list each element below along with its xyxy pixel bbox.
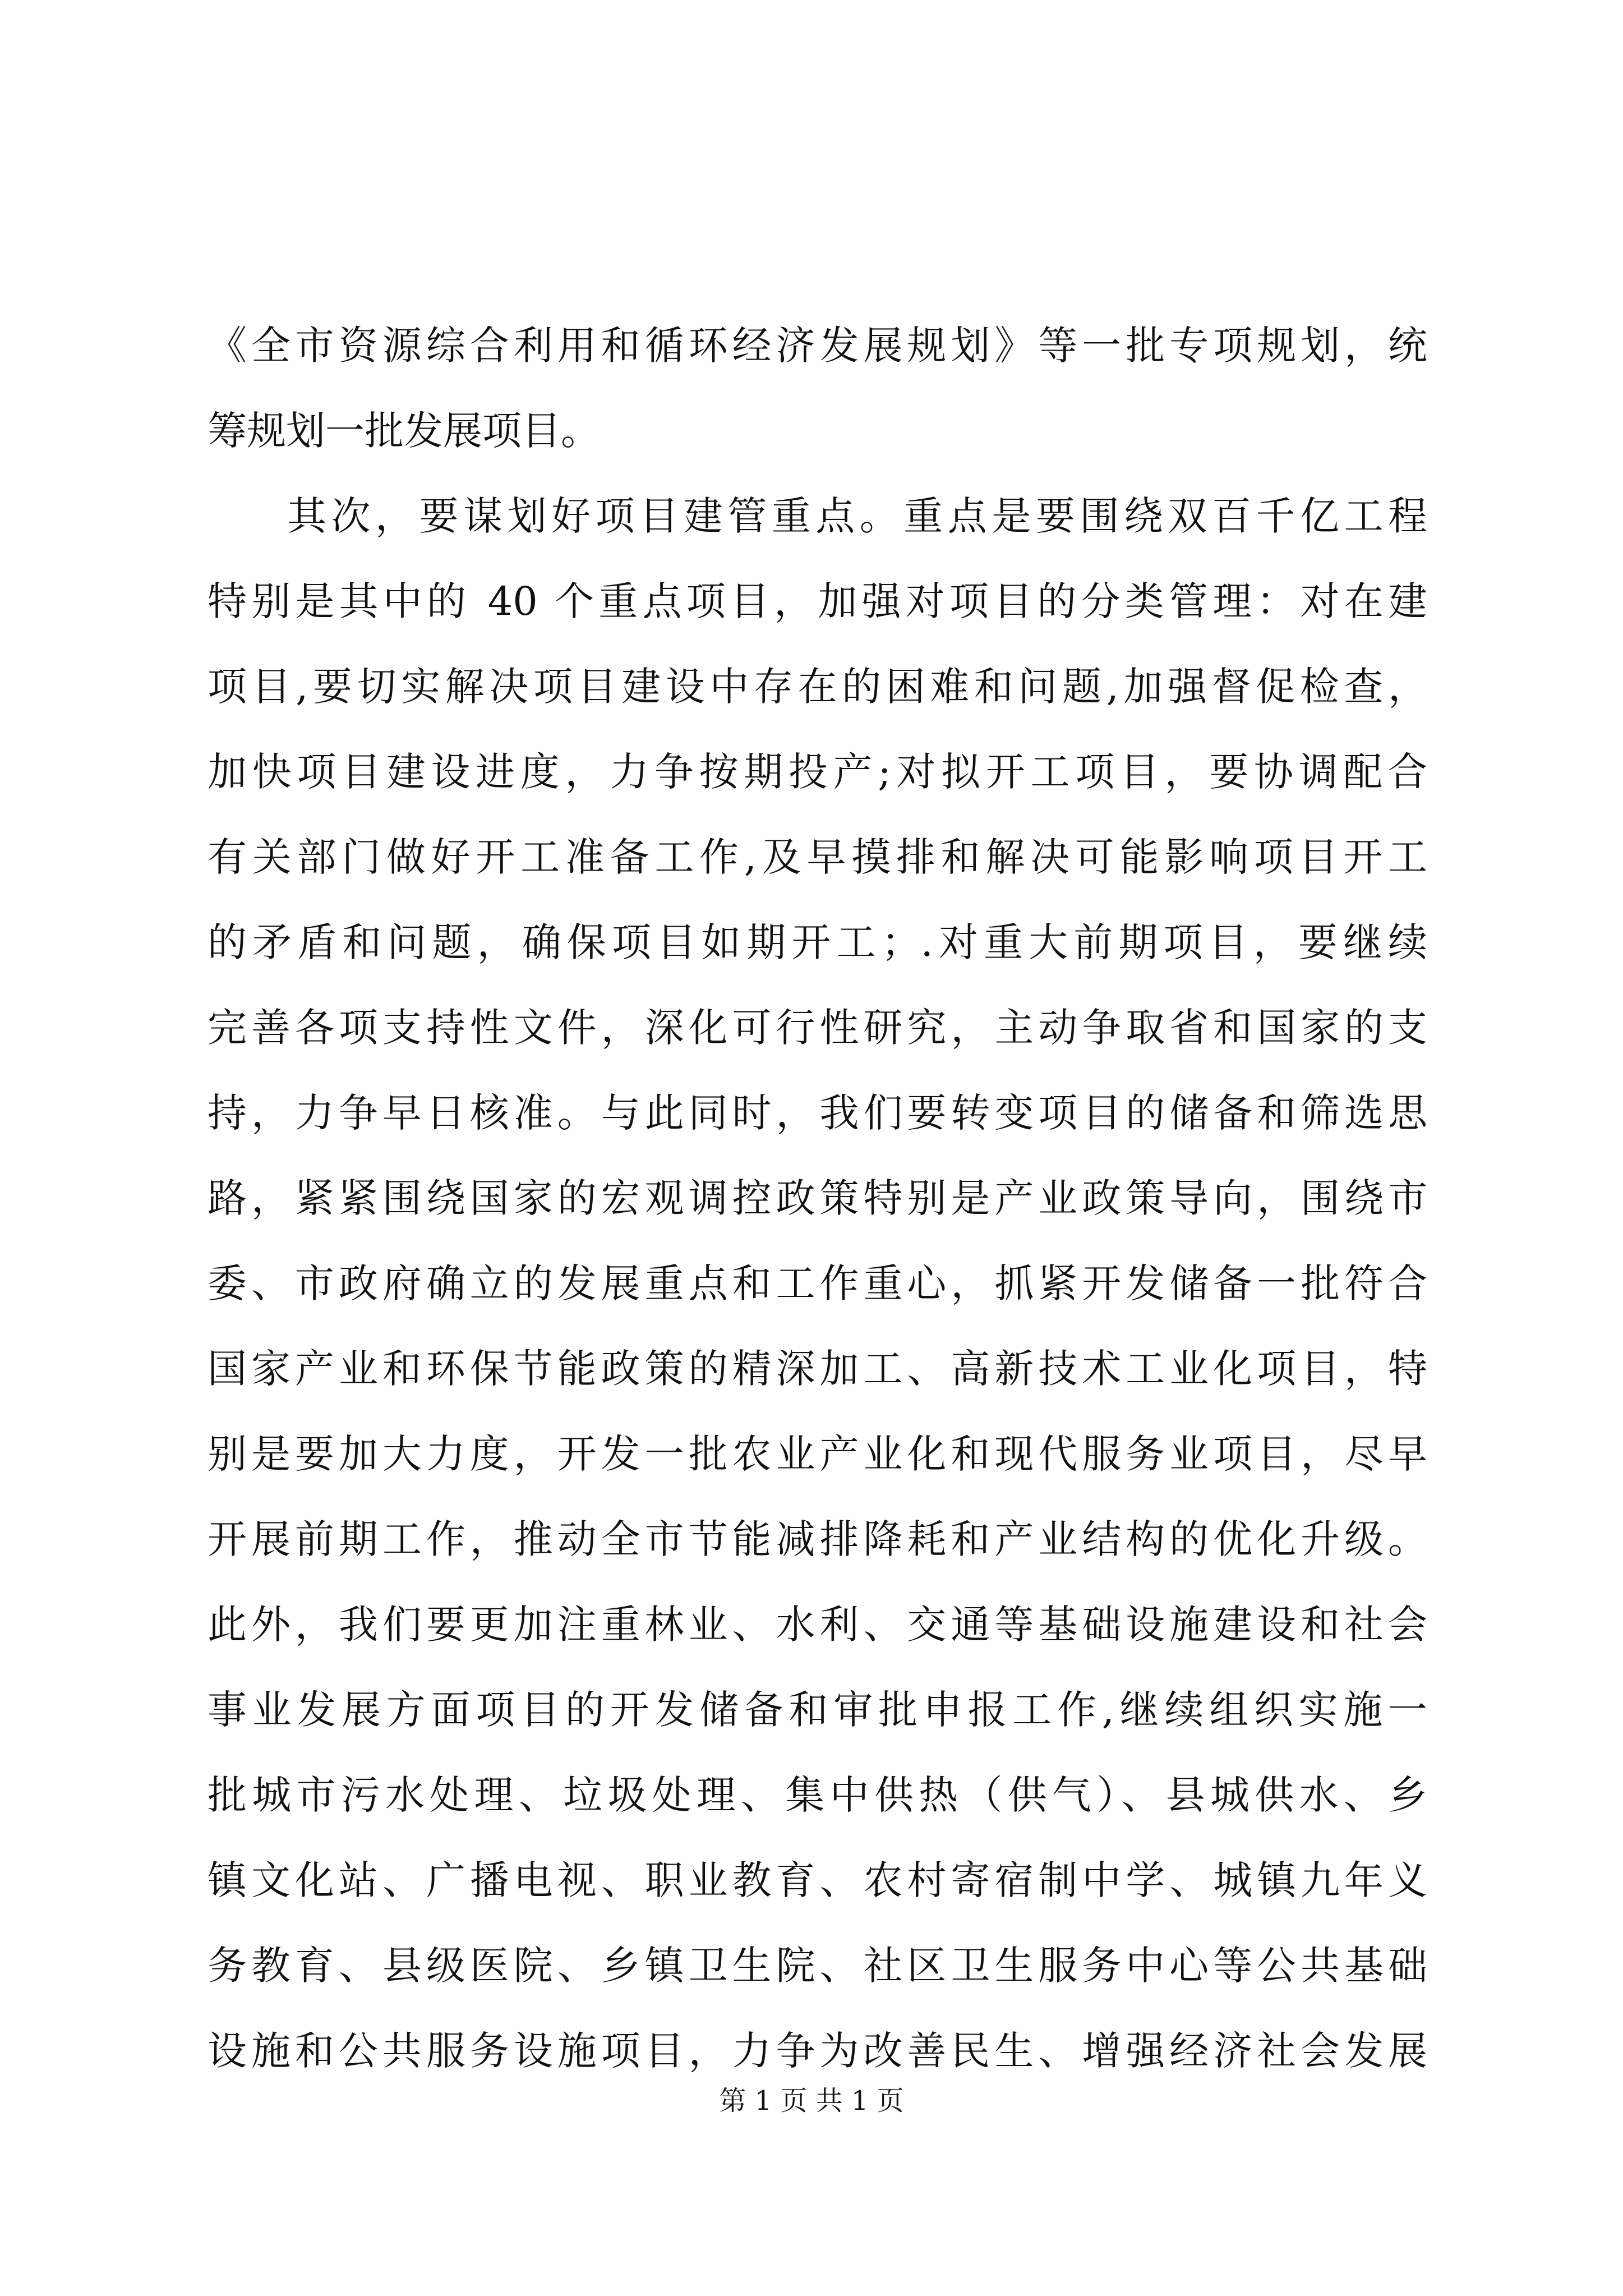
text-line: 路，紧紧围绕国家的宏观调控政策特别是产业政策导向，围绕市 <box>208 1175 1427 1221</box>
text-line: 别是要加大力度，开发一批农业产业化和现代服务业项目，尽早 <box>208 1431 1427 1477</box>
text-line: 持，力争早日核准。与此同时，我们要转变项目的储备和筛选思 <box>208 1090 1427 1136</box>
text-line: 务教育、县级医院、乡镇卫生院、社区卫生服务中心等公共基础 <box>208 1943 1427 1989</box>
text-line: 项目,要切实解决项目建设中存在的困难和问题,加强督促检查， <box>208 664 1427 710</box>
text-line: 的矛盾和问题，确保项目如期开工；.对重大前期项目，要继续 <box>208 919 1427 965</box>
text-line: 其次，要谋划好项目建管重点。重点是要围绕双百千亿工程 <box>287 493 1427 539</box>
text-line: 国家产业和环保节能政策的精深加工、高新技术工业化项目，特 <box>208 1346 1427 1392</box>
text-line: 批城市污水处理、垃圾处理、集中供热（供气）、县城供水、乡 <box>208 1772 1427 1818</box>
text-line: 筹规划一批发展项目。 <box>208 408 600 454</box>
text-line: 完善各项支持性文件，深化可行性研究，主动争取省和国家的支 <box>208 1005 1427 1051</box>
text-line: 镇文化站、广播电视、职业教育、农村寄宿制中学、城镇九年义 <box>208 1857 1427 1903</box>
page-number-footer: 第 1 页 共 1 页 <box>719 2085 904 2116</box>
text-line: 委、市政府确立的发展重点和工作重心，抓紧开发储备一批符合 <box>208 1260 1427 1306</box>
document-body <box>208 303 1427 2093</box>
text-line: 开展前期工作，推动全市节能减排降耗和产业结构的优化升级。 <box>208 1516 1427 1562</box>
text-line: 设施和公共服务设施项目，力争为改善民生、增强经济社会发展 <box>208 2028 1427 2074</box>
text-line: 有关部门做好开工准备工作,及早摸排和解决可能影响项目开工 <box>208 834 1427 880</box>
text-line: 《全市资源综合利用和循环经济发展规划》等一批专项规划，统 <box>208 323 1427 369</box>
text-line: 特别是其中的 40 个重点项目，加强对项目的分类管理：对在建 <box>208 578 1427 624</box>
text-line: 此外，我们要更加注重林业、水利、交通等基础设施建设和社会 <box>208 1602 1427 1648</box>
text-line: 事业发展方面项目的开发储备和审批申报工作,继续组织实施一 <box>208 1687 1427 1733</box>
text-line: 加快项目建设进度，力争按期投产;对拟开工项目，要协调配合 <box>208 749 1427 795</box>
